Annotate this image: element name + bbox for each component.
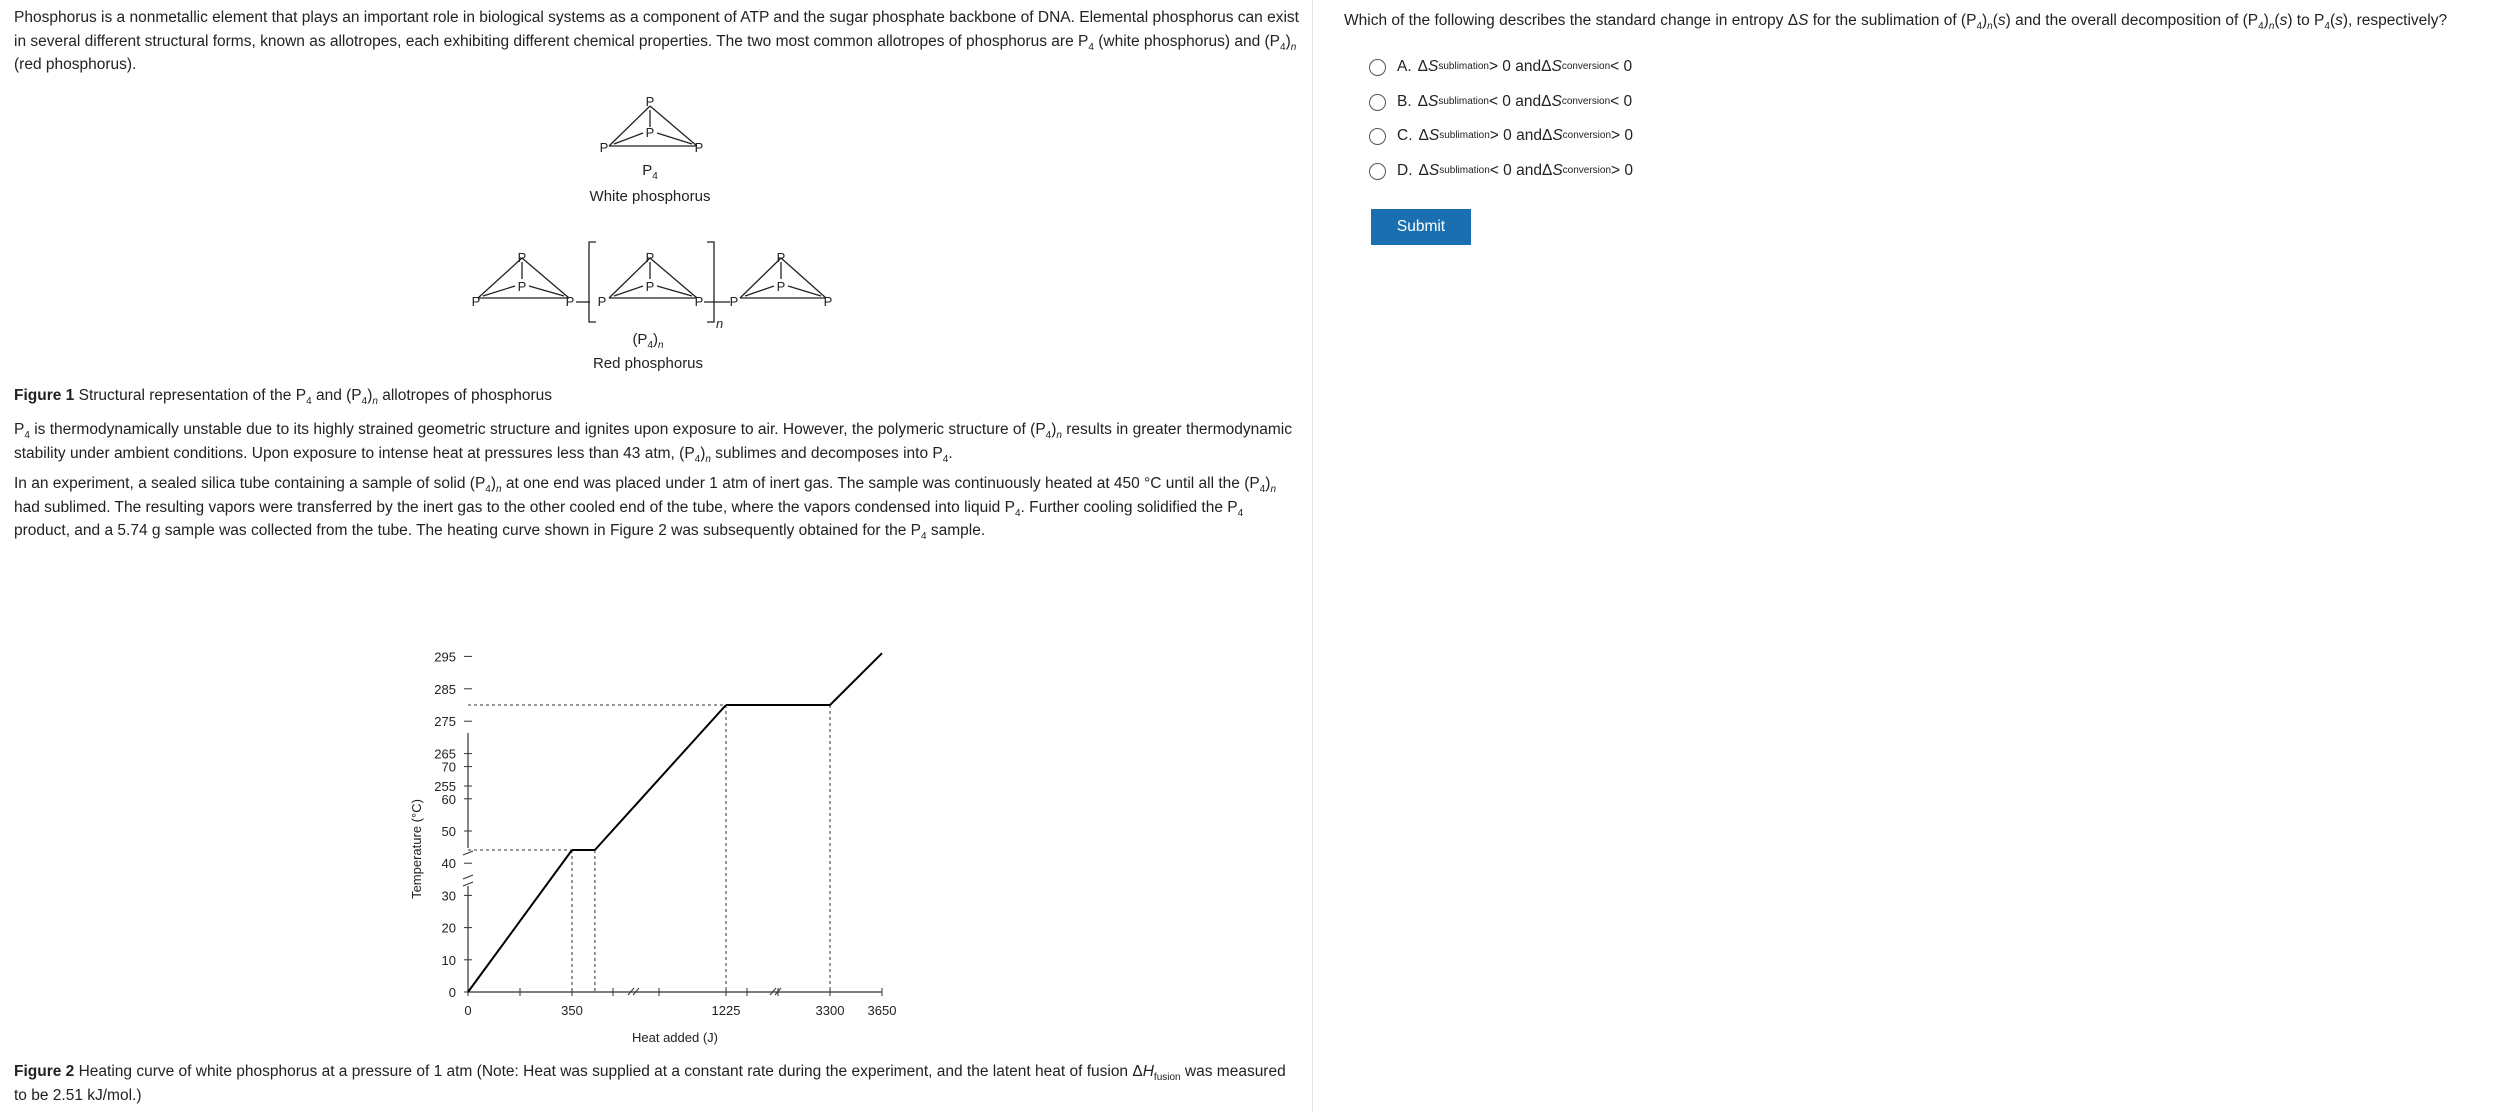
answer-choice-c[interactable]: C. Δ S sublimation > 0 and Δ S conversion > 0 bbox=[1369, 123, 1633, 149]
atom-label: P bbox=[729, 294, 739, 309]
atom-label: P bbox=[694, 294, 704, 309]
x-tick-label: 350 bbox=[561, 1003, 583, 1018]
bond bbox=[657, 133, 692, 144]
atom-label: P bbox=[471, 294, 481, 309]
bond bbox=[522, 258, 569, 298]
atom-label: P bbox=[517, 250, 527, 265]
answer-choice-b[interactable]: B. Δ S sublimation < 0 and Δ S conversion < 0 bbox=[1369, 89, 1632, 115]
figure-1-caption: Figure 1 Structural representation of the $P_4$ and $(P_4)_n$ allotropes of phosphorus bbox=[14, 387, 552, 408]
bracket-n-label: n bbox=[716, 316, 724, 331]
x-tick-label: 0 bbox=[464, 1003, 472, 1018]
y-tick-label: 265 bbox=[434, 746, 456, 762]
y-axis-break bbox=[463, 875, 473, 886]
radio-button-a[interactable] bbox=[1369, 59, 1386, 76]
bond bbox=[478, 258, 522, 298]
bond bbox=[609, 258, 650, 298]
curve-segment bbox=[830, 653, 882, 705]
y-tick-label: 20 bbox=[441, 920, 456, 936]
atom-label: P bbox=[776, 250, 786, 265]
y-tick-label: 10 bbox=[441, 952, 456, 968]
answer-choice-d[interactable]: D. Δ S sublimation < 0 and Δ S conversion > 0 bbox=[1369, 158, 1633, 184]
figure-2-heating-curve bbox=[395, 566, 915, 1056]
x-axis-label: Heat added (J) bbox=[632, 1030, 718, 1045]
passage-paragraph-2: $P_4$ is thermodynamically unstable due to its highly strained geometric structure and ignites upon exposure to air. However, the polymeric structure of $(P_4)_n$ results in greater thermodynamic stability under ambient conditions. Upon exposure to intense heat at pressures less than 43 atm, $(P_4)_n$ sublimes and decomposes into $P_4$. bbox=[14, 421, 1292, 465]
atom-label: P bbox=[645, 94, 655, 109]
y-tick-label: 30 bbox=[441, 888, 456, 904]
atom-label: P bbox=[823, 294, 833, 309]
y-axis-break bbox=[463, 851, 473, 855]
p4-label: $P_4$ bbox=[642, 162, 658, 182]
atom-label: P bbox=[694, 140, 704, 155]
bond bbox=[483, 286, 515, 296]
question-stem: Which of the following describes the standard change in entropy ΔS for the sublimation of $(P_4)_n(s)$ and the overall decomposition of $(P_4)_n(s)$ to $P_4(s)$, respectively? bbox=[1344, 12, 2448, 33]
white-phosphorus-label: White phosphorus bbox=[589, 188, 711, 205]
atom-label: P bbox=[645, 250, 655, 265]
atom-label: P bbox=[597, 294, 607, 309]
y-tick-label: 0 bbox=[448, 985, 456, 1000]
atom-label: P bbox=[599, 140, 609, 155]
y-tick-label: 50 bbox=[441, 824, 456, 839]
y-axis-label: Temperature (°C) bbox=[409, 799, 424, 899]
polymer-right-bracket bbox=[707, 242, 714, 322]
atom-label: P bbox=[645, 125, 655, 140]
red-phosphorus-label: Red phosphorus bbox=[592, 355, 704, 372]
atom-label: P bbox=[776, 279, 786, 294]
y-tick-label: 60 bbox=[441, 791, 456, 807]
curve-segment bbox=[595, 705, 726, 850]
atom-label: P bbox=[517, 279, 527, 294]
passage-paragraph-3: In an experiment, a sealed silica tube containing a sample of solid $(P_4)_n$ at one end was placed under 1 atm of inert gas. The sample was continuously heated at 450 °C until all the $(P_4)_n$ had sublimed. The resulting vapors were transferred by the inert gas to the other cooled end of the tube, where the vapors condensed into liquid $P_4$. Further cooling solidified the $P_4$ product, and a 5.74 g sample was collected from the tube. The heating curve shown in Figure 2 was subsequently obtained for the $P_4$ sample. bbox=[14, 475, 1277, 543]
x-tick-label: 1225 bbox=[711, 1003, 741, 1018]
radio-button-d[interactable] bbox=[1369, 163, 1386, 180]
bond bbox=[657, 286, 692, 296]
x-tick-label: 3650 bbox=[867, 1003, 897, 1018]
bond bbox=[781, 258, 826, 298]
submit-button[interactable]: Submit bbox=[1371, 209, 1471, 245]
question-panel bbox=[1313, 0, 2497, 1112]
bond bbox=[740, 258, 781, 298]
curve-segment bbox=[468, 850, 572, 992]
polymer-label: $(P_4)_n$ bbox=[632, 331, 664, 351]
bond bbox=[614, 133, 643, 144]
bond bbox=[745, 286, 774, 296]
passage-paragraph-1: Phosphorus is a nonmetallic element that plays an important role in biological systems as a component of ATP and the sugar phosphate backbone of DNA. Elemental phosphorus can exist in several different structural forms, known as allotropes, each exhibiting different chemical properties. The two most common allotropes of phosphorus are $P_4$ (white phosphorus) and $(P_4)_n$ (red phosphorus). bbox=[14, 9, 1299, 73]
bond bbox=[650, 258, 697, 298]
y-tick-label: 255 bbox=[434, 779, 456, 794]
answer-choice-a[interactable]: A. Δ S sublimation > 0 and Δ S conversion < 0 bbox=[1369, 54, 1632, 80]
polymer-left-bracket bbox=[589, 242, 596, 322]
y-tick-label: 40 bbox=[441, 856, 456, 872]
x-tick-label: 3300 bbox=[815, 1003, 845, 1018]
y-tick-label: 295 bbox=[434, 649, 456, 665]
bond bbox=[788, 286, 821, 296]
figure-2-caption: Figure 2 Heating curve of white phosphorus at a pressure of 1 atm (Note: Heat was supplied at a constant rate during the experiment, and the latent heat of fusion $\Delta H_{fusion}$ was measured to be 2.51 kJ/mol.) bbox=[14, 1063, 1286, 1104]
bond bbox=[609, 106, 650, 146]
bond bbox=[650, 106, 697, 146]
atom-label: P bbox=[645, 279, 655, 294]
bond bbox=[529, 286, 564, 296]
atom-label: P bbox=[565, 294, 575, 309]
y-tick-label: 275 bbox=[434, 714, 456, 730]
y-tick-label: 70 bbox=[441, 759, 456, 775]
radio-button-b[interactable] bbox=[1369, 94, 1386, 111]
radio-button-c[interactable] bbox=[1369, 128, 1386, 145]
bond bbox=[614, 286, 643, 296]
y-tick-label: 285 bbox=[434, 681, 456, 697]
